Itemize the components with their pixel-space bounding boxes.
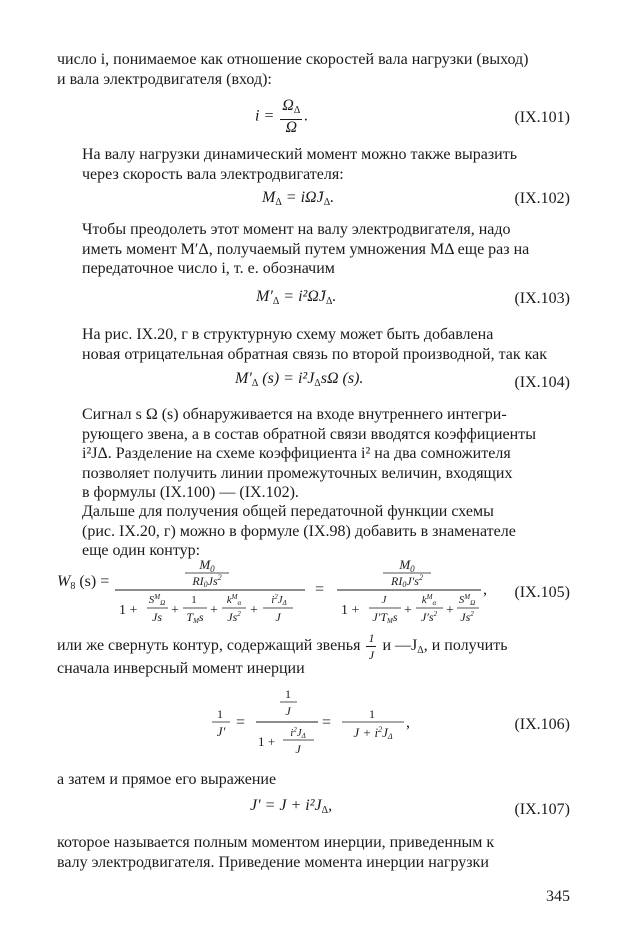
- eq105-frac-num: J: [381, 594, 387, 606]
- text-line: число i, понимаемое как отношение скоростей вала нагрузки (выход): [57, 51, 529, 68]
- equation-number: (IX.105): [514, 584, 570, 601]
- eq-sub: Δ: [272, 296, 280, 307]
- text-run: , и получить: [423, 637, 508, 655]
- eq-sub: Δ: [325, 296, 333, 307]
- eq105-right-den-1: 1 +: [341, 603, 360, 618]
- eq105-frac-num: $k^M_\alpha$: [421, 593, 437, 607]
- inline-fraction: $\frac{1}{J}$: [368, 631, 375, 662]
- equation-number: (IX.102): [514, 190, 570, 207]
- eq105-frac-den: $J's^2$: [420, 610, 438, 624]
- eq105-frac-num: $i^2J\Delta$: [271, 593, 287, 607]
- paragraph-7-line-1: [57, 630, 570, 662]
- equation-ix-101: [255, 98, 308, 136]
- eq106-mid-num: 1: [285, 688, 291, 701]
- eq105-plus: +: [446, 603, 454, 618]
- eq106-lhs-num: 1: [217, 707, 223, 721]
- eq-part: M′: [235, 370, 252, 387]
- eq105-frac-den: Js$^2$: [227, 610, 241, 624]
- eq105-left-den-1: 1 +: [119, 603, 138, 618]
- eq105-frac-den: Js$^2$: [460, 610, 474, 624]
- eq-num: Ω: [282, 97, 294, 114]
- text-line: новая отрицательная обратная связь по второй производной, так как: [82, 345, 548, 363]
- paragraph-8: [57, 770, 570, 790]
- paragraph-6: [57, 502, 570, 561]
- eq105-plus: +: [404, 603, 412, 618]
- eq105-frac-num: $S^M_\Omega$: [458, 593, 476, 607]
- text-line: (рис. IX.20, г) можно в формуле (IX.98) добавить в знаменателе: [82, 522, 516, 540]
- eq105-right-num: $M_0$: [399, 557, 415, 574]
- text-line: в формулы (IX.100) — (IX.102).: [82, 484, 299, 501]
- eq105-frac-num: $k^M_\alpha$: [226, 593, 242, 607]
- equation-ix-107: [250, 797, 332, 816]
- eq106-mid-den: 1 +: [258, 734, 276, 749]
- eq-part: = iΩ̇J: [281, 189, 324, 206]
- text-line: На валу нагрузки динамический момент можно также выразить: [82, 146, 518, 163]
- paragraph-5: [57, 405, 570, 503]
- eq-part: M: [262, 189, 276, 206]
- eq-sub: Δ: [275, 197, 282, 208]
- equation-number: (IX.107): [514, 801, 570, 818]
- eq-den: Ω: [285, 119, 298, 136]
- paragraph-4: [57, 325, 570, 364]
- eq-part: = i²Ω̇J: [279, 288, 326, 305]
- equation-number: (IX.101): [514, 109, 570, 126]
- eq105-equals: =: [315, 581, 325, 598]
- text-line: и вала электродвигателя (вход):: [57, 70, 272, 88]
- eq105-right-num-den: $RI0J's^2$: [391, 573, 423, 589]
- eq106-lhs-den: J′: [216, 724, 226, 739]
- equation-ix-105: [57, 556, 570, 636]
- eq106-equals: =: [322, 714, 332, 731]
- text-line: i²JΔ. Разделение на схеме коэффициента i² на два сомножителя: [82, 445, 511, 462]
- eq-sub: Δ: [321, 805, 329, 816]
- eq105-comma: ,: [483, 581, 487, 598]
- eq-tail: ,: [328, 797, 333, 814]
- eq105-lhs: W8 (s) =: [57, 573, 110, 592]
- eq105-frac-den: J: [275, 610, 281, 624]
- eq-tail: .: [330, 189, 335, 206]
- eq-lhs: i =: [255, 107, 275, 125]
- text-line: сначала инверсный момент инерции: [57, 660, 305, 677]
- eq106-rhs-num: 1: [369, 707, 375, 721]
- eq105-frac-den: Js: [152, 610, 162, 624]
- text-line: которое называется полным моментом инерции, приведенным к: [57, 834, 495, 851]
- paragraph-7-line-2: [57, 659, 570, 679]
- eq-tail: .: [304, 107, 309, 125]
- equation-number: (IX.103): [514, 290, 570, 307]
- eq-sub: Δ: [314, 378, 321, 389]
- equation-number: (IX.104): [514, 374, 570, 391]
- eq105-plus: +: [210, 603, 218, 618]
- text-line: позволяет получить линии промежуточных величин, входящих: [82, 464, 513, 482]
- paragraph-9: [57, 833, 570, 872]
- text-line: а затем и прямое его выражение: [57, 771, 277, 788]
- equation-ix-103: [256, 288, 336, 307]
- text-line: На рис. IX.20, г в структурную схему может быть добавлена: [82, 326, 494, 343]
- text-line: Дальше для получения общей передаточной функции схемы: [82, 503, 494, 520]
- eq106-equals: =: [236, 714, 246, 731]
- paragraph-3: [57, 220, 570, 279]
- paragraph-2: [57, 145, 570, 184]
- eq-sub: Δ: [323, 197, 331, 208]
- eq-fraction: [280, 98, 302, 136]
- eq-part: J′ = J + i²J: [250, 797, 322, 814]
- text-line: рующего звена, а в состав обратной связи вводятся коэффициенты: [82, 425, 536, 443]
- equation-ix-104: [235, 370, 363, 389]
- eq-part: sΩ (s).: [320, 370, 364, 387]
- eq105-left-num: $M_0$: [199, 557, 215, 574]
- equation-number: (IX.106): [514, 716, 570, 733]
- eq-sub: Δ: [251, 378, 259, 389]
- text-line: через скорость вала электродвигателя:: [82, 165, 344, 183]
- text-line: Чтобы преодолеть этот момент на валу электродвигателя, надо: [82, 221, 511, 238]
- eq105-frac-num: 1: [191, 594, 197, 606]
- eq106-rhs-den: $J + i^2J\Delta$: [353, 725, 393, 741]
- eq-sub: Δ: [293, 105, 301, 116]
- eq105-frac-num: $S^M_\Omega$: [148, 593, 166, 607]
- eq106-comma: ,: [406, 714, 410, 731]
- eq105-plus: +: [250, 603, 258, 618]
- eq-tail: .: [332, 288, 337, 305]
- eq-part: (s) = i²J: [258, 370, 315, 387]
- text-line: валу электродвигателя. Приведение момента инерции нагрузки: [57, 853, 489, 871]
- text-line: еще один контур:: [82, 542, 201, 559]
- eq-part: M′: [256, 288, 273, 305]
- text-line: Сигнал s Ω (s) обнаруживается на входе внутреннего интегри-: [82, 406, 507, 423]
- equation-ix-106: [200, 688, 430, 768]
- eq105-frac-den: J′TMs: [372, 610, 398, 625]
- eq106-mid-den-num: $i^2J\Delta$: [290, 726, 306, 740]
- text-line: иметь момент M′Δ, получаемый путем умножения MΔ еще раз на: [82, 240, 530, 258]
- text-line: передаточное число i, т. е. обозначим: [82, 260, 335, 277]
- equation-ix-102: [262, 189, 334, 208]
- page-number: 345: [546, 888, 570, 905]
- subscript-delta: Δ: [417, 645, 424, 657]
- text-run: и —J: [382, 637, 418, 655]
- eq106-mid-num-den: J: [285, 704, 291, 718]
- text-run: или же свернуть контур, содержащий звенья: [57, 637, 361, 655]
- eq105-left-num-den: RI0Js$^2$: [192, 573, 222, 589]
- paragraph-1: [57, 50, 570, 89]
- eq105-frac-den: TMs: [186, 610, 204, 625]
- eq105-plus: +: [171, 603, 179, 618]
- eq106-mid-den-den: J: [295, 742, 301, 756]
